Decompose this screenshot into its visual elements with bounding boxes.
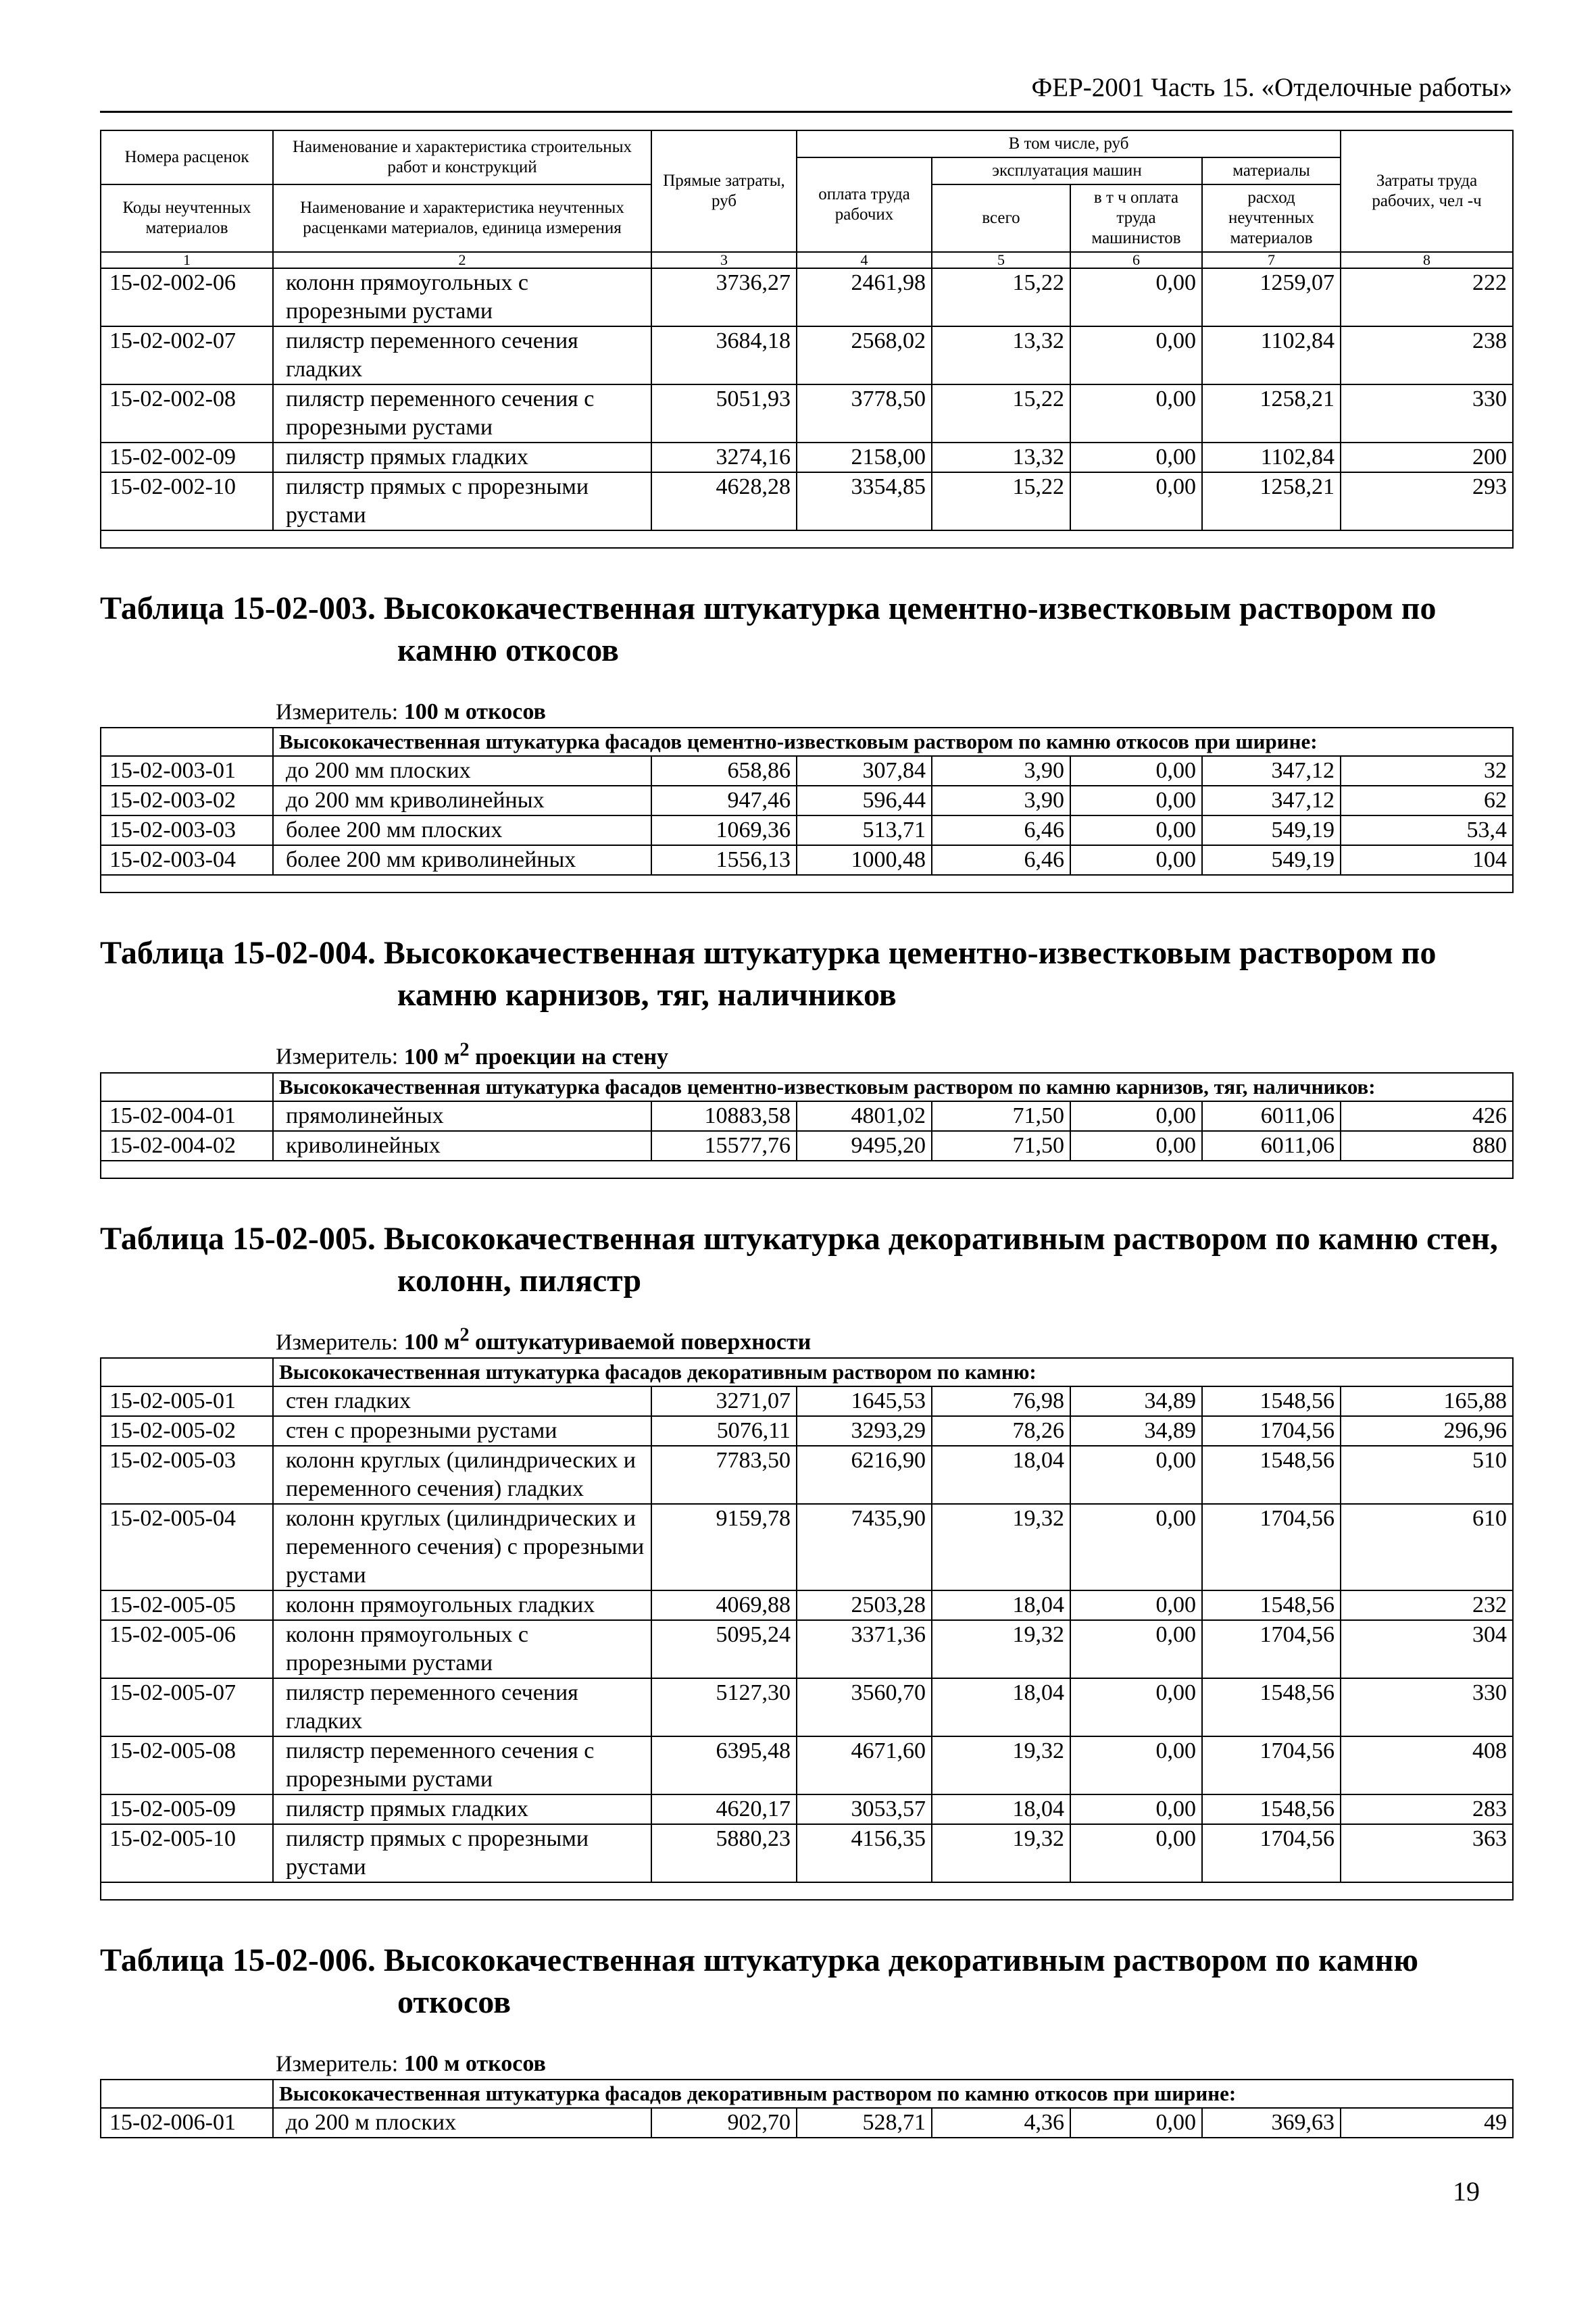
rates-table — [100, 727, 1514, 893]
operator-pay-cell: 0,00 — [1070, 2108, 1202, 2138]
worker-pay-cell: 528,71 — [797, 2108, 932, 2138]
header-material-names: Наименование и характеристика неучтенных расценками материалов, единица измерения — [273, 184, 651, 252]
machines-total-cell: 15,22 — [932, 268, 1070, 326]
material-consumption-cell: 1704,56 — [1202, 1504, 1341, 1590]
work-name-cell: до 200 мм плоских — [273, 756, 651, 786]
rate-table-section — [100, 1940, 1512, 2138]
rate-code-cell: 15-02-005-08 — [101, 1736, 273, 1794]
column-number: 8 — [1341, 252, 1513, 268]
machines-total-cell: 6,46 — [932, 845, 1070, 875]
measurement-unit — [100, 1035, 1512, 1072]
direct-costs-cell: 5076,11 — [651, 1416, 797, 1446]
machines-total-cell: 71,50 — [932, 1131, 1070, 1161]
section-title: Таблица 15-02-003. Высококачественная штукатурка цементно-известковым раствором по камню откосов — [100, 590, 1437, 668]
measurement-rest: оштукатуриваемой поверхности — [469, 1329, 812, 1355]
direct-costs-cell: 3271,07 — [651, 1386, 797, 1416]
header-material-codes: Коды неучтенных материалов — [101, 184, 273, 252]
worker-pay-cell: 3354,85 — [797, 472, 932, 530]
column-number: 1 — [101, 252, 273, 268]
work-name-cell: пилястр прямых гладких — [273, 1794, 651, 1824]
measurement-unit — [100, 2042, 1512, 2079]
group-label: Высококачественная штукатурка фасадов декоративным раствором по камню откосов при ширине: — [273, 2080, 1513, 2108]
table-row — [101, 1416, 1513, 1446]
labor-hours-cell: 330 — [1341, 384, 1513, 443]
labor-hours-cell: 304 — [1341, 1620, 1513, 1678]
operator-pay-cell: 0,00 — [1070, 756, 1202, 786]
work-name-cell: пилястр переменного сечения гладких — [273, 1678, 651, 1736]
rate-code-cell: 15-02-005-09 — [101, 1794, 273, 1824]
table-row — [101, 1620, 1513, 1678]
direct-costs-cell: 1556,13 — [651, 845, 797, 875]
table-row — [101, 1590, 1513, 1620]
material-consumption-cell: 1548,56 — [1202, 1446, 1341, 1504]
direct-costs-cell: 6395,48 — [651, 1736, 797, 1794]
rate-code-cell: 15-02-005-02 — [101, 1416, 273, 1446]
operator-pay-cell: 0,00 — [1070, 384, 1202, 443]
table-row — [101, 268, 1513, 326]
measurement-value: 100 м — [403, 1329, 460, 1355]
machines-total-cell: 3,90 — [932, 786, 1070, 815]
worker-pay-cell: 7435,90 — [797, 1504, 932, 1590]
material-consumption-cell: 6011,06 — [1202, 1131, 1341, 1161]
group-header-row — [101, 1073, 1513, 1101]
machines-total-cell: 18,04 — [932, 1678, 1070, 1736]
document-title: ФЕР-2001 Часть 15. «Отделочные работы» — [1031, 73, 1512, 102]
operator-pay-cell: 0,00 — [1070, 472, 1202, 530]
header-machine-operation: эксплуатация машин — [932, 157, 1202, 184]
material-consumption-cell: 1548,56 — [1202, 1678, 1341, 1736]
direct-costs-cell: 5051,93 — [651, 384, 797, 443]
worker-pay-cell: 3053,57 — [797, 1794, 932, 1824]
labor-hours-cell: 222 — [1341, 268, 1513, 326]
material-consumption-cell: 1258,21 — [1202, 472, 1341, 530]
labor-hours-cell: 408 — [1341, 1736, 1513, 1794]
direct-costs-cell: 9159,78 — [651, 1504, 797, 1590]
rates-table — [100, 2079, 1514, 2138]
table-row — [101, 1794, 1513, 1824]
work-name-cell: криволинейных — [273, 1131, 651, 1161]
operator-pay-cell: 0,00 — [1070, 1590, 1202, 1620]
labor-hours-cell: 293 — [1341, 472, 1513, 530]
operator-pay-cell: 0,00 — [1070, 1678, 1202, 1736]
column-number: 4 — [797, 252, 932, 268]
direct-costs-cell: 7783,50 — [651, 1446, 797, 1504]
header-material-consumption: расход неучтенных материалов — [1202, 184, 1341, 252]
operator-pay-cell: 0,00 — [1070, 1794, 1202, 1824]
machines-total-cell: 4,36 — [932, 2108, 1070, 2138]
section-title: Таблица 15-02-005. Высококачественная штукатурка декоративным раствором по камню стен, колонн, пилястр — [100, 1220, 1498, 1299]
page-header — [100, 69, 1512, 113]
rates-table — [100, 1357, 1514, 1901]
column-number: 5 — [932, 252, 1070, 268]
direct-costs-cell: 902,70 — [651, 2108, 797, 2138]
operator-pay-cell: 0,00 — [1070, 845, 1202, 875]
machines-total-cell: 3,90 — [932, 756, 1070, 786]
machines-total-cell: 19,32 — [932, 1736, 1070, 1794]
material-consumption-cell: 347,12 — [1202, 756, 1341, 786]
worker-pay-cell: 9495,20 — [797, 1131, 932, 1161]
table-row — [101, 786, 1513, 815]
rate-code-cell: 15-02-003-03 — [101, 815, 273, 845]
direct-costs-cell: 5127,30 — [651, 1678, 797, 1736]
material-consumption-cell: 549,19 — [1202, 845, 1341, 875]
rate-code-cell: 15-02-002-08 — [101, 384, 273, 443]
work-name-cell: стен гладких — [273, 1386, 651, 1416]
machines-total-cell: 19,32 — [932, 1504, 1070, 1590]
column-number: 2 — [273, 252, 651, 268]
rate-code-cell: 15-02-003-04 — [101, 845, 273, 875]
rate-code-cell: 15-02-005-05 — [101, 1590, 273, 1620]
material-consumption-cell: 1259,07 — [1202, 268, 1341, 326]
direct-costs-cell: 3684,18 — [651, 326, 797, 384]
rate-code-cell: 15-02-006-01 — [101, 2108, 273, 2138]
operator-pay-cell: 0,00 — [1070, 443, 1202, 472]
material-consumption-cell: 369,63 — [1202, 2108, 1341, 2138]
material-consumption-cell: 1548,56 — [1202, 1386, 1341, 1416]
direct-costs-cell: 4620,17 — [651, 1794, 797, 1824]
direct-costs-cell: 658,86 — [651, 756, 797, 786]
measurement-unit — [100, 1321, 1512, 1357]
worker-pay-cell: 513,71 — [797, 815, 932, 845]
machines-total-cell: 13,32 — [932, 443, 1070, 472]
measurement-label: Измеритель: — [276, 699, 399, 725]
rates-sheet — [100, 130, 1512, 2138]
rate-code-cell: 15-02-004-02 — [101, 1131, 273, 1161]
operator-pay-cell: 0,00 — [1070, 1131, 1202, 1161]
group-label: Высококачественная штукатурка фасадов цементно-известковым раствором по камню откосов при ширине: — [273, 728, 1513, 756]
rate-code-cell: 15-02-003-02 — [101, 786, 273, 815]
work-name-cell: колонн прямоугольных гладких — [273, 1590, 651, 1620]
operator-pay-cell: 0,00 — [1070, 1504, 1202, 1590]
material-consumption-cell: 1258,21 — [1202, 384, 1341, 443]
table-row — [101, 1446, 1513, 1504]
direct-costs-cell: 5095,24 — [651, 1620, 797, 1678]
material-consumption-cell: 1102,84 — [1202, 443, 1341, 472]
top-rows — [101, 268, 1513, 548]
rate-code-cell: 15-02-002-09 — [101, 443, 273, 472]
direct-costs-cell: 5880,23 — [651, 1824, 797, 1882]
worker-pay-cell: 4671,60 — [797, 1736, 932, 1794]
section-title: Таблица 15-02-006. Высококачественная штукатурка декоративным раствором по камню откосов — [100, 1942, 1419, 2020]
column-numbers-row — [101, 252, 1513, 268]
rate-code-cell: 15-02-005-01 — [101, 1386, 273, 1416]
group-spacer-cell — [101, 1358, 273, 1386]
spacer-row — [101, 875, 1513, 892]
machines-total-cell: 18,04 — [932, 1590, 1070, 1620]
worker-pay-cell: 1000,48 — [797, 845, 932, 875]
section-title: Таблица 15-02-004. Высококачественная штукатурка цементно-известковым раствором по камню карнизов, тяг, наличников — [100, 935, 1437, 1013]
material-consumption-cell: 1704,56 — [1202, 1416, 1341, 1446]
labor-hours-cell: 53,4 — [1341, 815, 1513, 845]
labor-hours-cell: 296,96 — [1341, 1416, 1513, 1446]
labor-hours-cell: 200 — [1341, 443, 1513, 472]
machines-total-cell: 76,98 — [932, 1386, 1070, 1416]
work-name-cell: колонн круглых (цилиндрических и переменного сечения) гладких — [273, 1446, 651, 1504]
operator-pay-cell: 0,00 — [1070, 268, 1202, 326]
rate-code-cell: 15-02-005-07 — [101, 1678, 273, 1736]
labor-hours-cell: 62 — [1341, 786, 1513, 815]
operator-pay-cell: 34,89 — [1070, 1386, 1202, 1416]
machines-total-cell: 13,32 — [932, 326, 1070, 384]
material-consumption-cell: 1548,56 — [1202, 1794, 1341, 1824]
direct-costs-cell: 3736,27 — [651, 268, 797, 326]
material-consumption-cell: 1548,56 — [1202, 1590, 1341, 1620]
header-machines-total: всего — [932, 184, 1070, 252]
worker-pay-cell: 307,84 — [797, 756, 932, 786]
table-row — [101, 815, 1513, 845]
sections-container — [100, 588, 1512, 2138]
direct-costs-cell: 10883,58 — [651, 1101, 797, 1131]
material-consumption-cell: 1704,56 — [1202, 1824, 1341, 1882]
rate-code-cell: 15-02-004-01 — [101, 1101, 273, 1131]
spacer-row — [101, 1882, 1513, 1900]
header-operator-pay: в т ч оплата труда машинистов — [1070, 184, 1202, 252]
measurement-exponent: 2 — [459, 1039, 470, 1061]
machines-total-cell: 78,26 — [932, 1416, 1070, 1446]
work-name-cell: колонн прямоугольных с прорезными рустами — [273, 1620, 651, 1678]
header-including: В том числе, руб — [797, 130, 1341, 157]
work-name-cell: стен с прорезными рустами — [273, 1416, 651, 1446]
header-direct-costs: Прямые затраты, руб — [651, 130, 797, 252]
work-name-cell: до 200 м плоских — [273, 2108, 651, 2138]
labor-hours-cell: 510 — [1341, 1446, 1513, 1504]
work-name-cell: колонн прямоугольных с прорезными рустами — [273, 268, 651, 326]
work-name-cell: пилястр прямых с прорезными рустами — [273, 1824, 651, 1882]
direct-costs-cell: 1069,36 — [651, 815, 797, 845]
spacer-cell — [101, 1882, 1513, 1900]
rate-code-cell: 15-02-005-03 — [101, 1446, 273, 1504]
labor-hours-cell: 232 — [1341, 1590, 1513, 1620]
operator-pay-cell: 0,00 — [1070, 1736, 1202, 1794]
measurement-label: Измеритель: — [276, 1044, 399, 1070]
labor-hours-cell: 330 — [1341, 1678, 1513, 1736]
measurement-rest: проекции на стену — [469, 1044, 669, 1070]
spacer-cell — [101, 875, 1513, 892]
operator-pay-cell: 0,00 — [1070, 1824, 1202, 1882]
material-consumption-cell: 1704,56 — [1202, 1736, 1341, 1794]
column-number: 3 — [651, 252, 797, 268]
spacer-row — [101, 1161, 1513, 1178]
rate-code-cell: 15-02-005-06 — [101, 1620, 273, 1678]
work-name-cell: более 200 мм плоских — [273, 815, 651, 845]
material-consumption-cell: 6011,06 — [1202, 1101, 1341, 1131]
table-row — [101, 1678, 1513, 1736]
worker-pay-cell: 2158,00 — [797, 443, 932, 472]
table-row — [101, 1101, 1513, 1131]
worker-pay-cell: 3778,50 — [797, 384, 932, 443]
group-header-row — [101, 728, 1513, 756]
operator-pay-cell: 0,00 — [1070, 1620, 1202, 1678]
measurement-value: 100 м откосов — [403, 2051, 546, 2077]
rate-code-cell: 15-02-005-04 — [101, 1504, 273, 1590]
group-spacer-cell — [101, 728, 273, 756]
labor-hours-cell: 880 — [1341, 1131, 1513, 1161]
operator-pay-cell: 34,89 — [1070, 1416, 1202, 1446]
machines-total-cell: 15,22 — [932, 472, 1070, 530]
rate-code-cell: 15-02-005-10 — [101, 1824, 273, 1882]
table-row — [101, 384, 1513, 443]
rates-table — [100, 1072, 1514, 1179]
machines-total-cell: 18,04 — [932, 1794, 1070, 1824]
labor-hours-cell: 610 — [1341, 1504, 1513, 1590]
worker-pay-cell: 3560,70 — [797, 1678, 932, 1736]
labor-hours-cell: 32 — [1341, 756, 1513, 786]
measurement-exponent: 2 — [459, 1324, 470, 1346]
column-number: 6 — [1070, 252, 1202, 268]
table-row — [101, 1131, 1513, 1161]
spacer-row — [101, 530, 1513, 548]
table-row — [101, 2108, 1513, 2138]
rate-table-section — [100, 588, 1512, 893]
machines-total-cell: 15,22 — [932, 384, 1070, 443]
labor-hours-cell: 426 — [1341, 1101, 1513, 1131]
labor-hours-cell: 238 — [1341, 326, 1513, 384]
group-spacer-cell — [101, 2080, 273, 2108]
work-name-cell: колонн круглых (цилиндрических и переменного сечения) с прорезными рустами — [273, 1504, 651, 1590]
direct-costs-cell: 15577,76 — [651, 1131, 797, 1161]
table-row — [101, 326, 1513, 384]
worker-pay-cell: 596,44 — [797, 786, 932, 815]
machines-total-cell: 71,50 — [932, 1101, 1070, 1131]
material-consumption-cell: 347,12 — [1202, 786, 1341, 815]
header-materials: материалы — [1202, 157, 1341, 184]
operator-pay-cell: 0,00 — [1070, 326, 1202, 384]
measurement-label: Измеритель: — [276, 2051, 399, 2077]
operator-pay-cell: 0,00 — [1070, 1446, 1202, 1504]
rate-code-cell: 15-02-002-10 — [101, 472, 273, 530]
direct-costs-cell: 4628,28 — [651, 472, 797, 530]
group-header-row — [101, 2080, 1513, 2108]
material-consumption-cell: 549,19 — [1202, 815, 1341, 845]
labor-hours-cell: 165,88 — [1341, 1386, 1513, 1416]
machines-total-cell: 6,46 — [932, 815, 1070, 845]
measurement-value: 100 м — [403, 1044, 460, 1070]
table-row — [101, 472, 1513, 530]
worker-pay-cell: 1645,53 — [797, 1386, 932, 1416]
table-row — [101, 756, 1513, 786]
direct-costs-cell: 4069,88 — [651, 1590, 797, 1620]
direct-costs-cell: 947,46 — [651, 786, 797, 815]
spacer-cell — [101, 1161, 1513, 1178]
column-header-table — [100, 130, 1514, 549]
rate-table-section — [100, 932, 1512, 1178]
machines-total-cell: 19,32 — [932, 1620, 1070, 1678]
group-spacer-cell — [101, 1073, 273, 1101]
work-name-cell: более 200 мм криволинейных — [273, 845, 651, 875]
group-label: Высококачественная штукатурка фасадов цементно-известковым раствором по камню карнизов, тяг, наличников: — [273, 1073, 1513, 1101]
group-label: Высококачественная штукатурка фасадов декоративным раствором по камню: — [273, 1358, 1513, 1386]
operator-pay-cell: 0,00 — [1070, 1101, 1202, 1131]
worker-pay-cell: 4156,35 — [797, 1824, 932, 1882]
worker-pay-cell: 3371,36 — [797, 1620, 932, 1678]
table-row — [101, 443, 1513, 472]
work-name-cell: пилястр прямых с прорезными рустами — [273, 472, 651, 530]
header-work-name: Наименование и характеристика строительных работ и конструкций — [273, 130, 651, 184]
material-consumption-cell: 1102,84 — [1202, 326, 1341, 384]
operator-pay-cell: 0,00 — [1070, 815, 1202, 845]
machines-total-cell: 18,04 — [932, 1446, 1070, 1504]
table-row — [101, 1824, 1513, 1882]
header-worker-pay: оплата труда рабочих — [797, 157, 932, 252]
table-row — [101, 1736, 1513, 1794]
measurement-unit — [100, 690, 1512, 727]
rate-code-cell: 15-02-002-06 — [101, 268, 273, 326]
worker-pay-cell: 2568,02 — [797, 326, 932, 384]
header-rate-numbers: Номера расценок — [101, 130, 273, 184]
work-name-cell: прямолинейных — [273, 1101, 651, 1131]
group-header-row — [101, 1358, 1513, 1386]
work-name-cell: пилястр переменного сечения с прорезными рустами — [273, 384, 651, 443]
spacer-cell — [101, 530, 1513, 548]
labor-hours-cell: 363 — [1341, 1824, 1513, 1882]
operator-pay-cell: 0,00 — [1070, 786, 1202, 815]
rate-code-cell: 15-02-003-01 — [101, 756, 273, 786]
page-number: 19 — [1453, 2176, 1480, 2207]
table-row — [101, 1504, 1513, 1590]
direct-costs-cell: 3274,16 — [651, 443, 797, 472]
material-consumption-cell: 1704,56 — [1202, 1620, 1341, 1678]
machines-total-cell: 19,32 — [932, 1824, 1070, 1882]
column-number: 7 — [1202, 252, 1341, 268]
work-name-cell: до 200 мм криволинейных — [273, 786, 651, 815]
measurement-label: Измеритель: — [276, 1329, 399, 1355]
worker-pay-cell: 2461,98 — [797, 268, 932, 326]
rate-table-section — [100, 1218, 1512, 1901]
table-row — [101, 845, 1513, 875]
rate-code-cell: 15-02-002-07 — [101, 326, 273, 384]
header-labor-hours: Затраты труда рабочих, чел -ч — [1341, 130, 1513, 252]
measurement-value: 100 м откосов — [403, 699, 546, 725]
table-row — [101, 1386, 1513, 1416]
work-name-cell: пилястр переменного сечения гладких — [273, 326, 651, 384]
work-name-cell: пилястр прямых гладких — [273, 443, 651, 472]
labor-hours-cell: 104 — [1341, 845, 1513, 875]
labor-hours-cell: 283 — [1341, 1794, 1513, 1824]
worker-pay-cell: 3293,29 — [797, 1416, 932, 1446]
labor-hours-cell: 49 — [1341, 2108, 1513, 2138]
worker-pay-cell: 2503,28 — [797, 1590, 932, 1620]
work-name-cell: пилястр переменного сечения с прорезными рустами — [273, 1736, 651, 1794]
worker-pay-cell: 6216,90 — [797, 1446, 932, 1504]
worker-pay-cell: 4801,02 — [797, 1101, 932, 1131]
